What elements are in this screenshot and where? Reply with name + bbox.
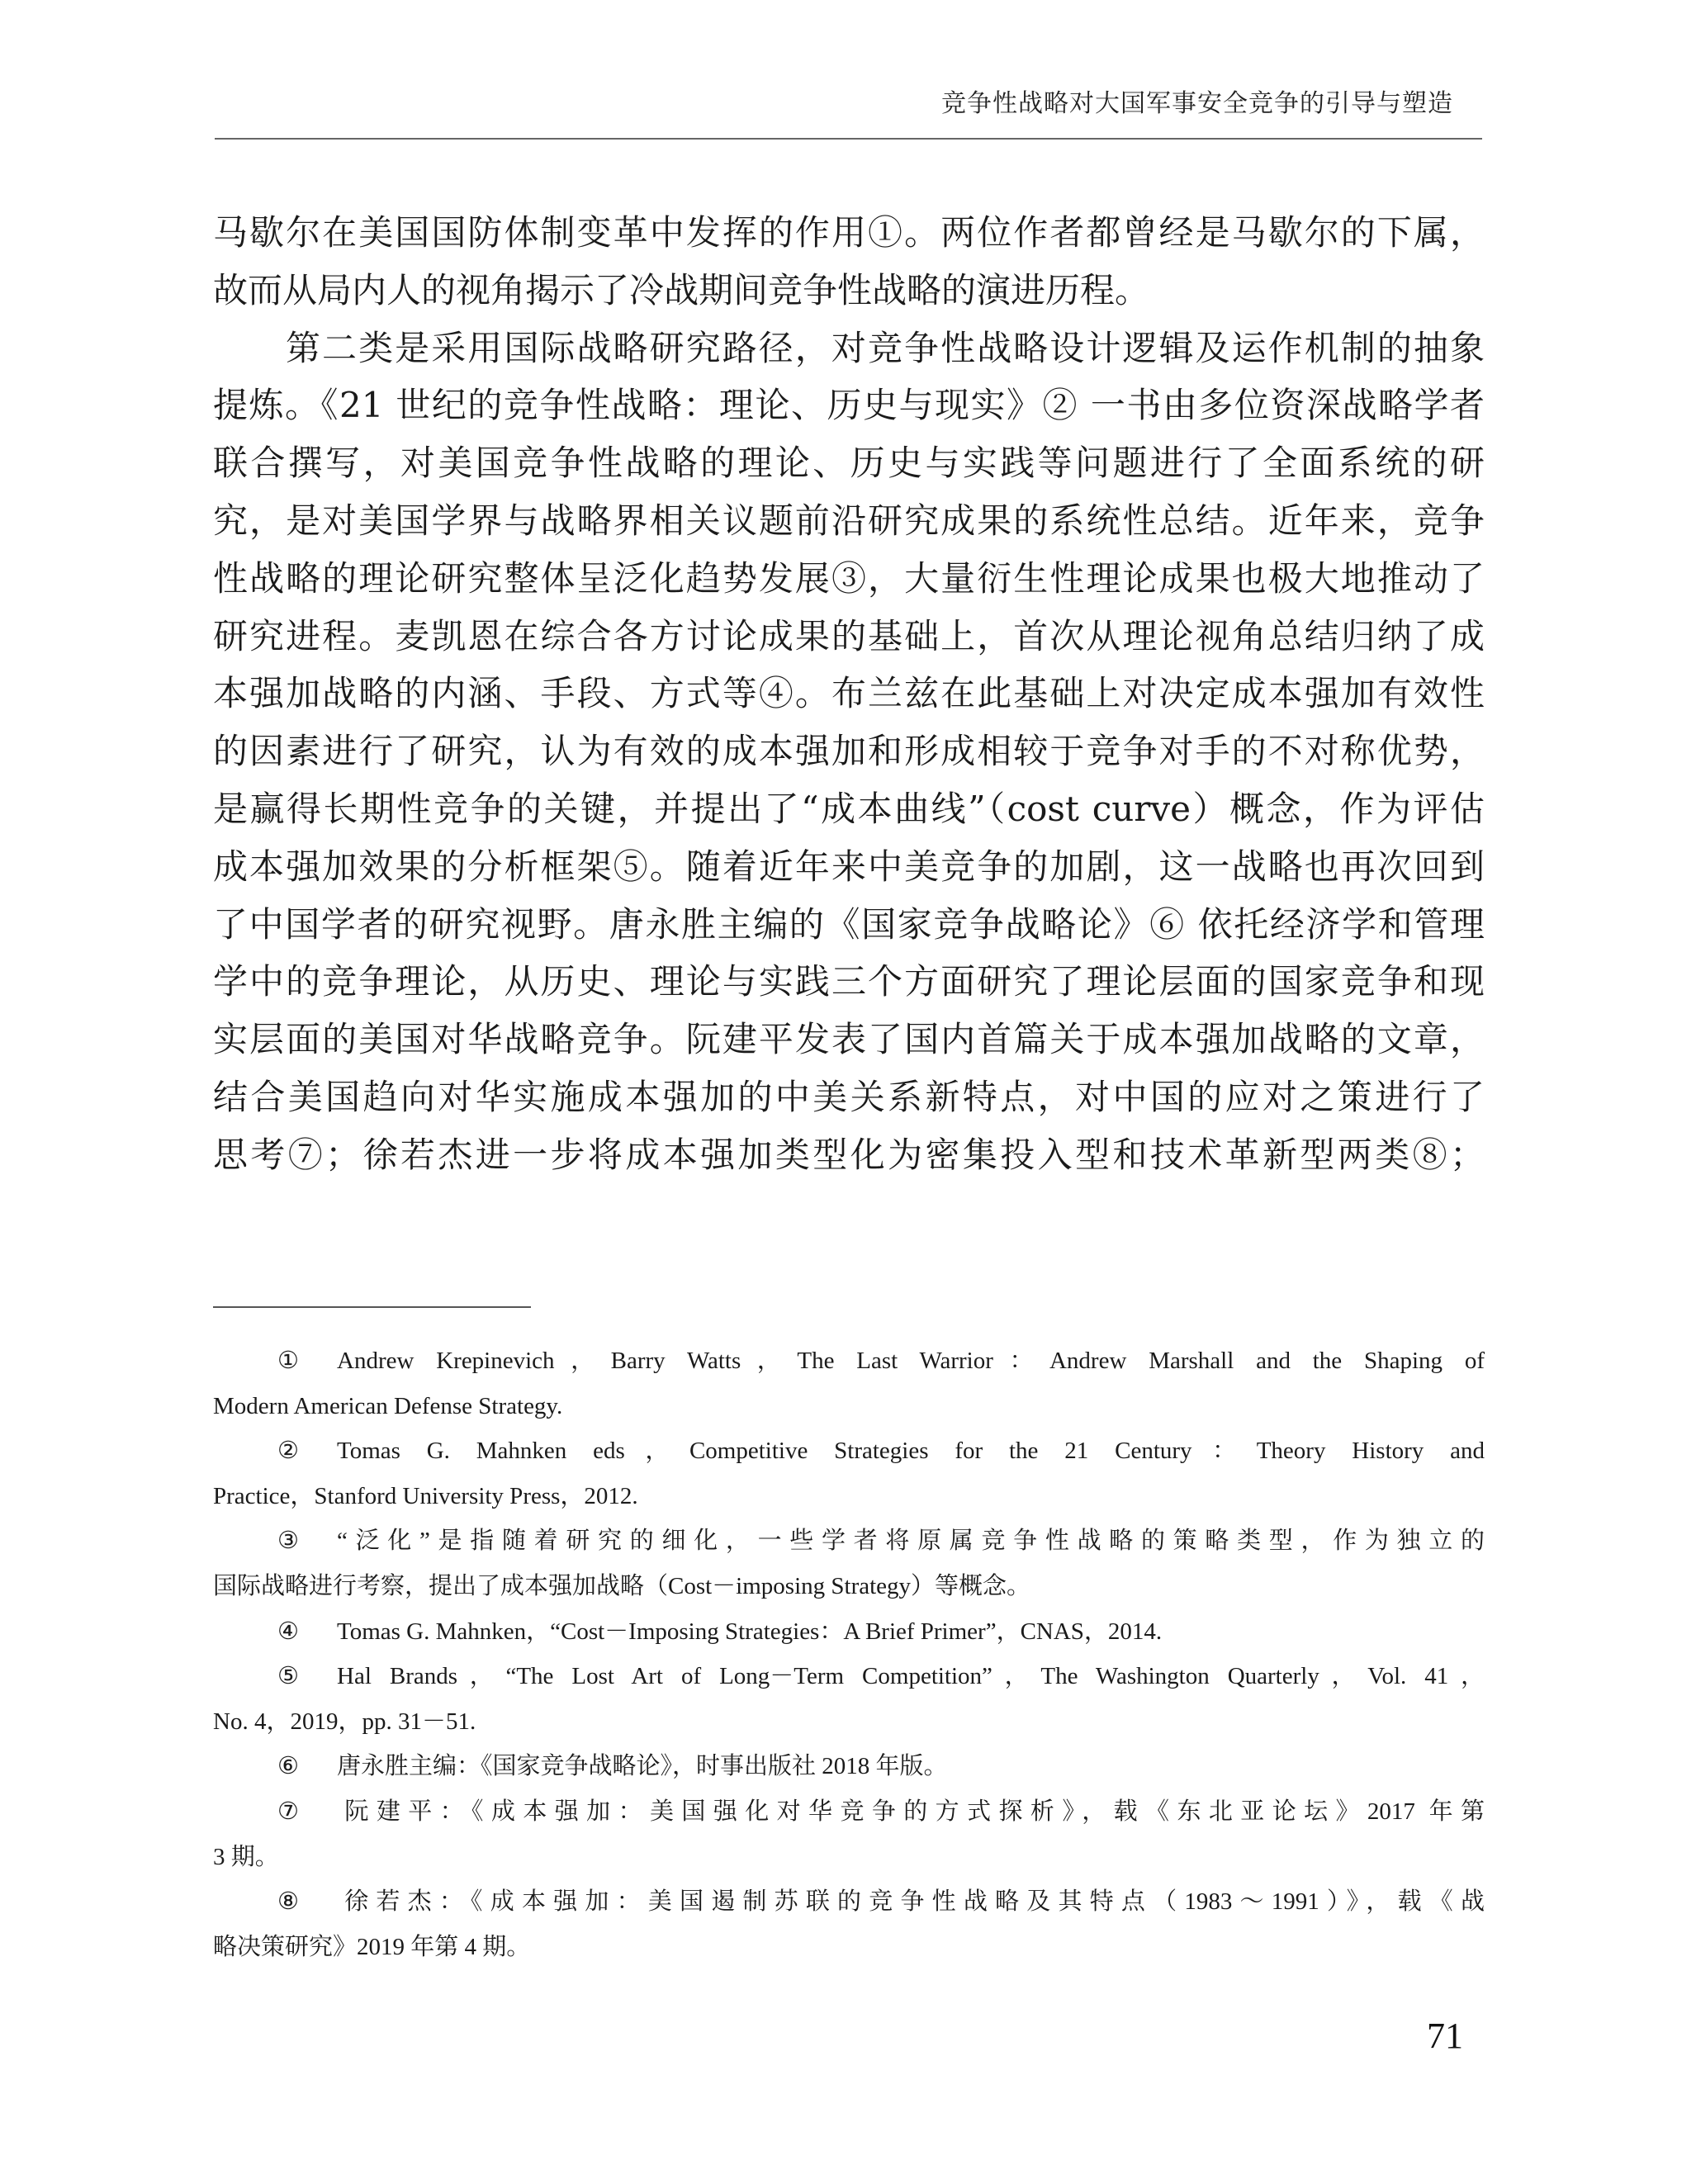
- footnote-text: No. 4，2019，pp. 31－51.: [213, 1708, 476, 1735]
- page-number: 71: [1427, 2016, 1463, 2056]
- body-text: [213, 204, 1485, 1184]
- body-line: 的因素进行了研究，认为有效的成本强加和形成相较于竞争对手的不对称优势，: [213, 731, 1485, 772]
- body-line: 究，是对美国学界与战略界相关议题前沿研究成果的系统性总结。近年来，竞争: [213, 500, 1485, 541]
- body-line: 提炼。《21 世纪的竞争性战略：理论、历史与现实》② 一书由多位资深战略学者: [213, 385, 1485, 426]
- body-line: 联合撰写，对美国竞争性战略的理论、历史与实践等问题进行了全面系统的研: [213, 443, 1485, 484]
- footnote-text: Tomas G. Mahnken，“Cost－Imposing Strategies：A Brief Primer”，CNAS，2014.: [337, 1618, 1163, 1645]
- footnote-text: Tomas G. Mahnken eds，Competitive Strategies for the 21 Century：Theory History and: [337, 1438, 1485, 1465]
- body-line: 故而从局内人的视角揭示了冷战期间竞争性战略的演进历程。: [213, 269, 1150, 310]
- footnote-text: Hal Brands，“The Lost Art of Long－Term Competition”，The Washington Quarterly，Vol. 41，: [337, 1663, 1485, 1690]
- body-line: 第二类是采用国际战略研究路径，对竞争性战略设计逻辑及运作机制的抽象: [286, 327, 1485, 368]
- footnote-number: ③: [277, 1526, 299, 1555]
- body-line: 实层面的美国对华战略竞争。阮建平发表了国内首篇关于成本强加战略的文章，: [213, 1019, 1485, 1060]
- footnote-item: [213, 1518, 1485, 1563]
- body-line: 成本强加效果的分析框架⑤。随着近年来中美竞争的加剧，这一战略也再次回到: [213, 846, 1485, 887]
- body-line: 性战略的理论研究整体呈泛化趋势发展③，大量衍生性理论成果也极大地推动了: [213, 557, 1485, 599]
- footnote-item: [213, 1653, 1485, 1698]
- footnote-text: 3 期。: [213, 1843, 279, 1870]
- footnote-text: “泛化”是指随着研究的细化，一些学者将原属竞争性战略的策略类型，作为独立的: [337, 1528, 1485, 1555]
- footnote-number: ②: [277, 1436, 299, 1465]
- footnote-separator: [213, 1306, 531, 1308]
- footnote-number: ④: [277, 1616, 299, 1645]
- footnote-item: [213, 1428, 1485, 1473]
- footnote-continuation: [213, 1834, 1485, 1879]
- footnote-number: ⑤: [277, 1661, 299, 1690]
- footnote-text: 国际战略进行考察，提出了成本强加战略（Cost－imposing Strategy）等概念。: [213, 1572, 1031, 1599]
- body-line: 学中的竞争理论，从历史、理论与实践三个方面研究了理论层面的国家竞争和现: [213, 961, 1485, 1002]
- running-head: 竞争性战略对大国军事安全竞争的引导与塑造: [941, 89, 1453, 118]
- header-rule: [215, 138, 1482, 140]
- footnote-text: 阮建平：《成本强加：美国强化对华竞争的方式探析》，载《东北亚论坛》2017 年第: [337, 1798, 1485, 1825]
- footnote-text: 徐若杰：《成本强加：美国遏制苏联的竞争性战略及其特点（1983～1991）》，载《战: [337, 1888, 1485, 1916]
- footnote-continuation: [213, 1698, 1485, 1744]
- footnote-text: Practice，Stanford University Press，2012.: [213, 1482, 638, 1509]
- footnote-continuation: [213, 1924, 1485, 1969]
- footnote-text: Modern American Defense Strategy.: [213, 1392, 563, 1419]
- footnote-item: [213, 1788, 1485, 1834]
- body-line: 马歇尔在美国国防体制变革中发挥的作用①。两位作者都曾经是马歇尔的下属，: [213, 212, 1485, 253]
- footnotes: [213, 1338, 1485, 1968]
- body-line: 是赢得长期性竞争的关键，并提出了“成本曲线”（cost curve）概念，作为评估: [213, 788, 1485, 829]
- footnote-continuation: [213, 1563, 1485, 1608]
- body-line: 研究进程。麦凯恩在综合各方讨论成果的基础上，首次从理论视角总结归纳了成: [213, 615, 1485, 656]
- footnote-item: [213, 1743, 1485, 1788]
- footnote-number: ①: [277, 1346, 299, 1374]
- body-line: 思考⑦；徐若杰进一步将成本强加类型化为密集投入型和技术革新型两类⑧；: [213, 1134, 1485, 1175]
- footnote-item: [213, 1338, 1485, 1383]
- footnote-item: [213, 1878, 1485, 1924]
- footnote-text: Andrew Krepinevich，Barry Watts，The Last Warrior：Andrew Marshall and the Shaping of: [337, 1348, 1485, 1374]
- footnote-continuation: [213, 1473, 1485, 1518]
- body-line: 了中国学者的研究视野。唐永胜主编的《国家竞争战略论》⑥ 依托经济学和管理: [213, 903, 1485, 945]
- footnote-number: ⑦: [277, 1796, 299, 1825]
- body-line: 本强加战略的内涵、手段、方式等④。布兰兹在此基础上对决定成本强加有效性: [213, 673, 1485, 714]
- footnote-text: 唐永胜主编：《国家竞争战略论》，时事出版社 2018 年版。: [337, 1753, 948, 1780]
- footnote-text: 略决策研究》2019 年第 4 期。: [213, 1933, 531, 1960]
- body-line: 结合美国趋向对华实施成本强加的中美关系新特点，对中国的应对之策进行了: [213, 1076, 1485, 1117]
- footnote-continuation: [213, 1383, 1485, 1428]
- footnote-number: ⑥: [277, 1751, 299, 1780]
- footnote-item: [213, 1608, 1485, 1654]
- footnote-number: ⑧: [277, 1887, 299, 1916]
